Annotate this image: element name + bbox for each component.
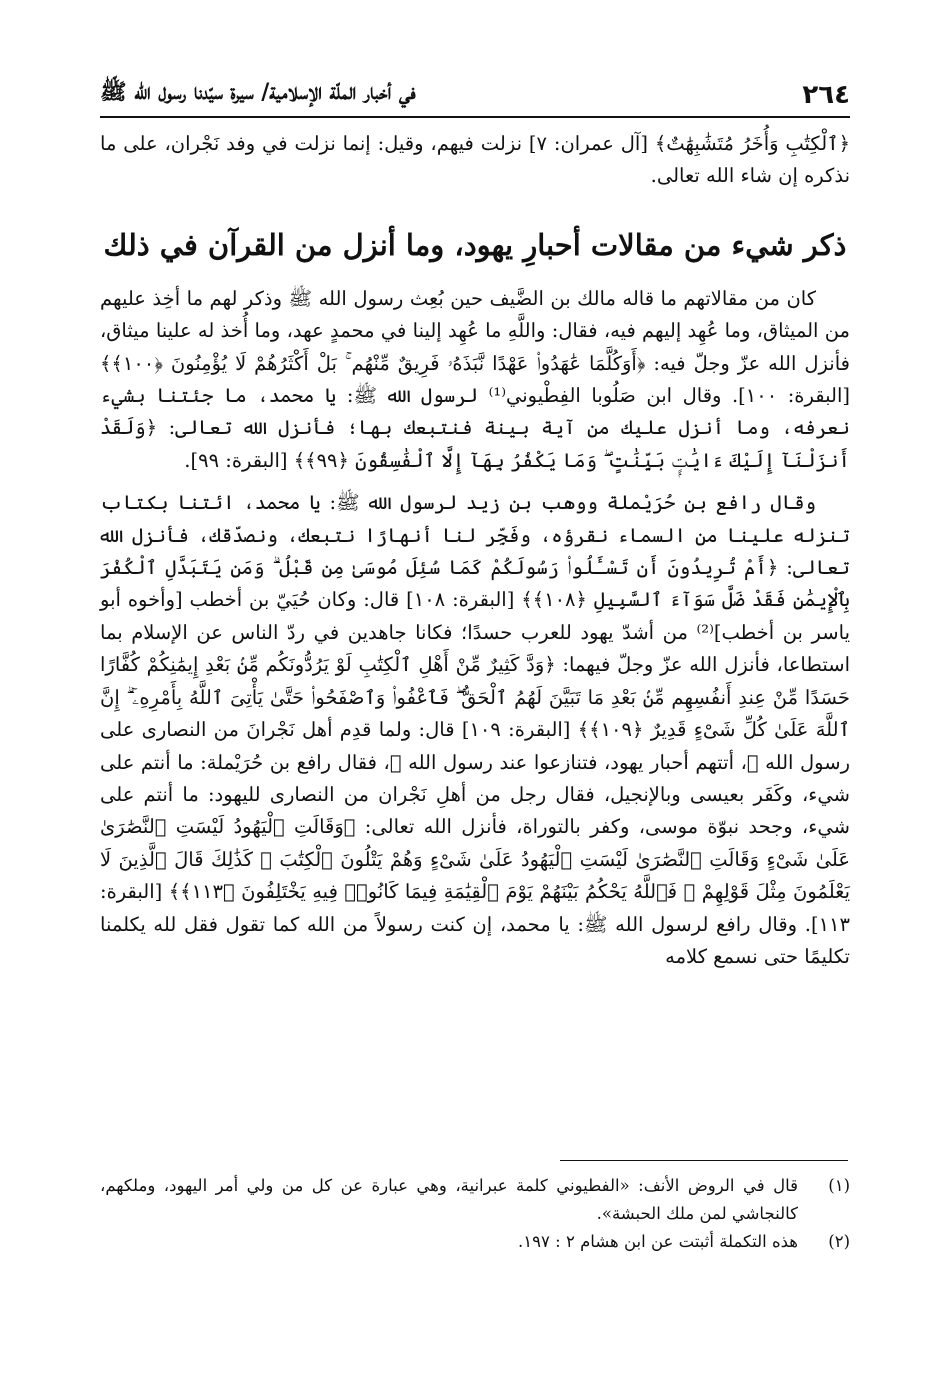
paragraph-2: وقال رافع بن حُرَيْملة ووهب بن زيد لرسول الله ﷺ: يا محمد، ائتنا بكتاب تنزله علينا من السماء نقرؤه، وفَجِّر لنا أنهارًا نتبعك، ونصدّقك، فأنزل الله تعالى: ﴿أَمْ تُرِيدُونَ أَن تَسْـَٔلُوا۟ رَسُولَكُمْ كَمَا سُئِلَ مُوسَىٰ مِن قَبْلُ ۗ وَمَن يَتَبَدَّلِ ٱلْكُفْرَ بِٱلْإِيمَٰنِ فَقَدْ ضَلَّ سَوَآءَ ٱلسَّبِيلِ ﴿١٠٨﴾﴾ [البقرة: ١٠٨] قال: وكان حُيَيّ بن أخطب [وأخوه أبو ياسر بن أخطب]⁽²⁾ من أشدّ يهود للعرب حسدًا؛ فكانا جاهدين في ردّ الناس عن الإسلام بما استطاعا، فأنزل الله عزّ وجلّ فيهما: ﴿وَدَّ كَثِيرٌ مِّنْ أَهْلِ ٱلْكِتَٰبِ لَوْ يَرُدُّونَكُم مِّنۢ بَعْدِ إِيمَٰنِكُمْ كُفَّارًا حَسَدًا مِّنْ عِندِ أَنفُسِهِم مِّنۢ بَعْدِ مَا تَبَيَّنَ لَهُمُ ٱلْحَقُّ ۖ فَٱعْفُوا۟ وَٱصْفَحُوا۟ حَتَّىٰ يَأْتِىَ ٱللَّهُ بِأَمْرِهِۦٓ ۗ إِنَّ ٱللَّهَ عَلَىٰ كُلِّ شَىْءٍ قَدِيرٌ ﴿١٠٩﴾﴾ [البقرة: ١٠٩] قال: ولما قدِم أهل نَجْرانَ من النصارى على رسول الله ﷺ، أتتهم أحبار يهود، فتنازعوا عند رسول الله ﷺ، فقال رافع بن حُرَيْملة: ما أنتم على شيء، وكَفَر بعيسى وبالإنجيل، فقال رجل من أهلِ نَجْران من النصارى لليهود: ما أنتم على شيء، وجحد نبوّة موسى، وكفر بالتوراة، فأنزل الله تعالى: ﴿وَقَالَتِ ٱلْيَهُودُ لَيْسَتِ ٱلنَّصَٰرَىٰ عَلَىٰ شَىْءٍ وَقَالَتِ ٱلنَّصَٰرَىٰ لَيْسَتِ ٱلْيَهُودُ عَلَىٰ شَىْءٍ وَهُمْ يَتْلُونَ ٱلْكِتَٰبَ ۗ كَذَٰلِكَ قَالَ ٱلَّذِينَ لَا يَعْلَمُونَ مِثْلَ قَوْلِهِمْ ۚ فَٱللَّهُ يَحْكُمُ بَيْنَهُمْ يَوْمَ ٱلْقِيَٰمَةِ فِيمَا كَانُوا۟ فِيهِ يَخْتَلِفُونَ ﴿١١٣﴾﴾ [البقرة: ١١٣]. وقال رافع لرسول الله ﷺ: يا محمد، إن كنت رسولاً من الله كما تقول فقل لله يكلمنا تكليمًا حتى نسمع كلامه (100, 491, 851, 968)
footnote-text: هذه التكملة أثبتت عن ابن هشام ٢ : ١٩٧. (518, 1232, 798, 1251)
footnote-1 (100, 1172, 850, 1228)
footnote-number: (١) (828, 1176, 850, 1195)
page-body (100, 128, 850, 973)
footnote-2 (100, 1228, 850, 1256)
page-number: ٢٦٤ (802, 80, 850, 110)
page-header (100, 78, 850, 118)
running-title: في أخبار الملّة الإسلامية/ سيرة سيّدنا رسول الله ﷺ (100, 79, 416, 105)
footnote-text: قال في الروض الأنف: «الفطيوني كلمة عبرانية، وهي عبارة عن كل من ولي أمر اليهود، وملكهم، كالنجاشي لمن ملك الحبشة». (100, 1176, 798, 1223)
footnote-number: (٢) (828, 1232, 850, 1251)
intro-paragraph: ﴿ٱلْكِتَٰبِ وَأُخَرُ مُتَشَٰبِهَٰتٌ﴾ [آل عمران: ٧] نزلت فيهم، وقيل: إنما نزلت في وفد نَجْران، على ما نذكره إن شاء الله تعالى. (100, 132, 850, 188)
footnotes (100, 1172, 850, 1256)
paragraph-gap (100, 477, 850, 487)
paragraph-1: كان من مقالاتهم ما قاله مالك بن الضَّيف حين بُعِث رسول الله ﷺ وذكر لهم ما أخِذ عليهم من الميثاق، وما عُهِد إليهم فيه، فقال: واللَّهِ ما عُهِد إلينا في محمدٍ عهد، وما أُخذ له علينا ميثاق، فأنزل الله عزّ وجلّ فيه: ﴿أَوَكُلَّمَا عَٰهَدُوا۟ عَهْدًا نَّبَذَهُۥ فَرِيقٌ مِّنْهُم ۚ بَلْ أَكْثَرُهُمْ لَا يُؤْمِنُونَ ﴿١٠٠﴾﴾ [البقرة: ١٠٠]. وقال ابن صَلُوبا الفِطْيوني⁽¹⁾ لرسول الله ﷺ: يا محمد، ما جئتنا بشيء نعرفه، وما أنزل عليك من آية بينة فنتبعك بها؛ فأنزل الله تعالى: ﴿وَلَقَدْ أَنزَلْنَآ إِلَيْكَ ءَايَٰتٍۭ بَيِّنَٰتٍ ۖ وَمَا يَكْفُرُ بِهَآ إِلَّا ٱلْفَٰسِقُونَ ﴿٩٩﴾﴾ [البقرة: ٩٩]. (100, 286, 850, 472)
footnote-divider (560, 1160, 848, 1161)
section-title: ذكر شيء من مقالات أحبارِ يهود، وما أنزل من القرآن في ذلك (103, 227, 847, 262)
